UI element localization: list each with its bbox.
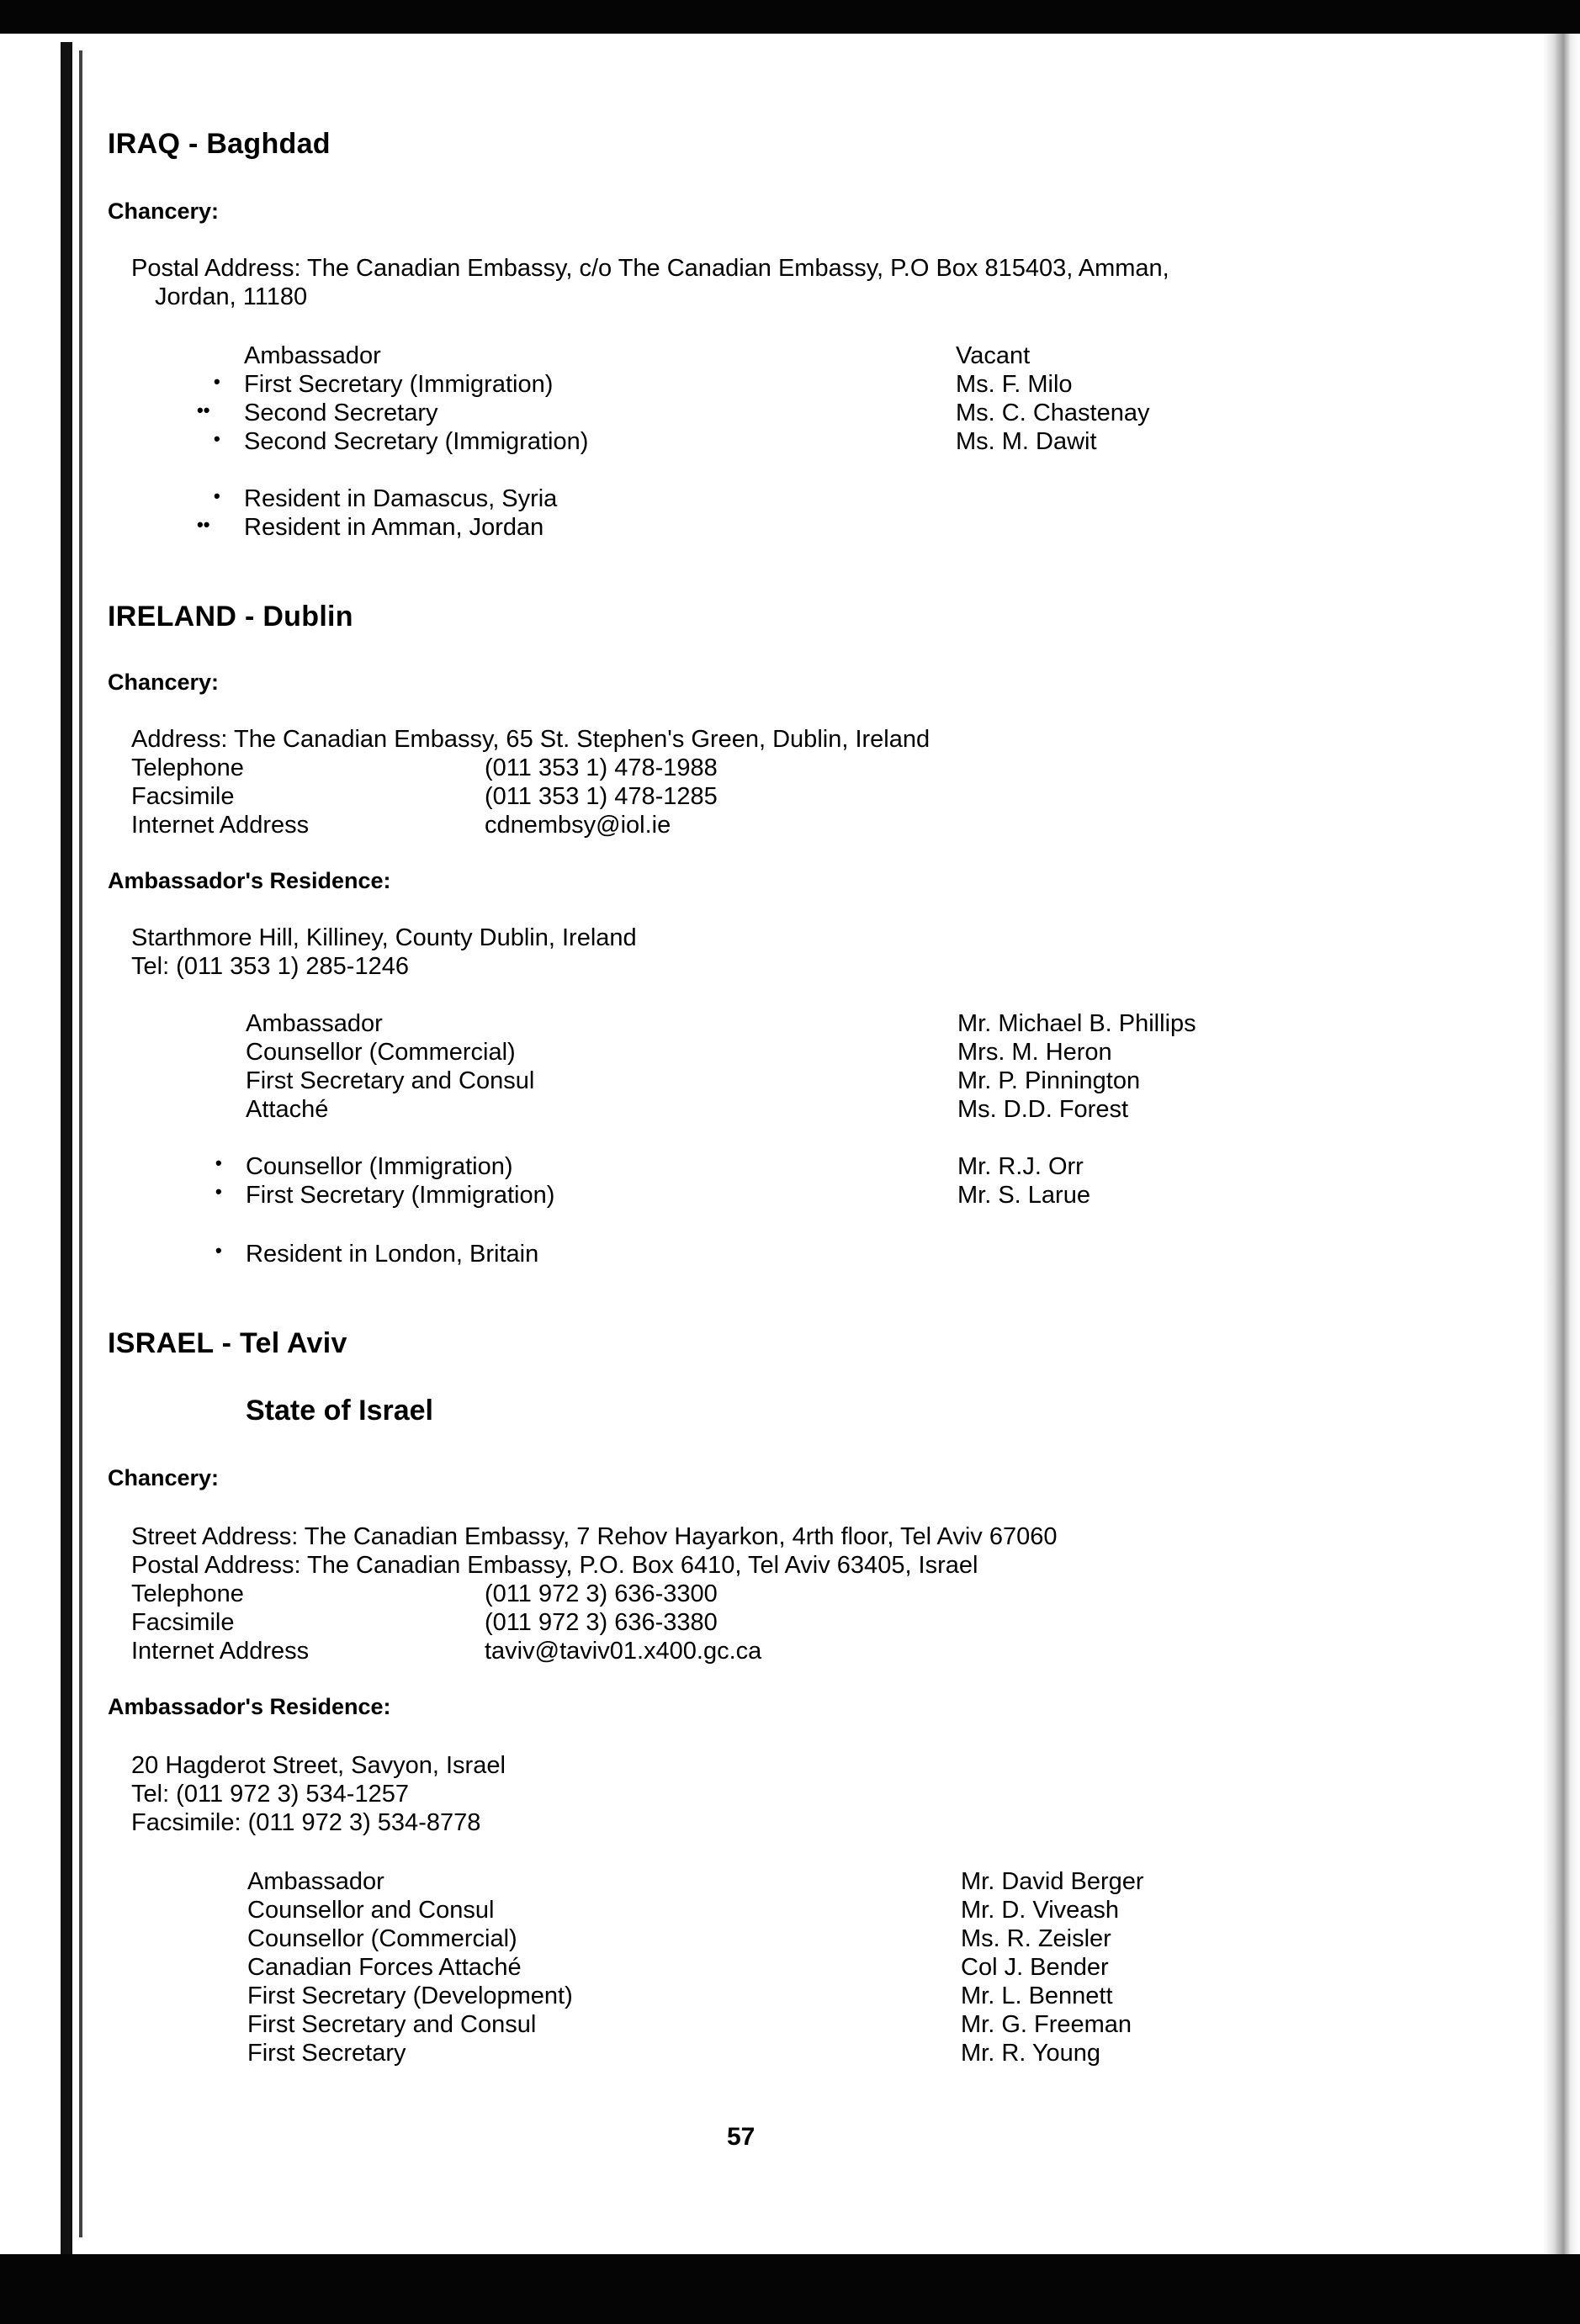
ireland-staff-name-3: Ms. D.D. Forest xyxy=(957,1096,1129,1123)
ireland-staff-title-3: Attaché xyxy=(246,1096,329,1123)
israel-heading: ISRAEL - Tel Aviv xyxy=(108,1327,347,1359)
ireland-staff-name-2: Mr. P. Pinnington xyxy=(957,1067,1141,1094)
ireland-residence-address: Starthmore Hill, Killiney, County Dublin, Ireland xyxy=(131,924,637,951)
israel-residence-address: 20 Hagderot Street, Savyon, Israel xyxy=(131,1752,506,1779)
israel-contact-value-0: (011 972 3) 636-3300 xyxy=(485,1580,718,1607)
iraq-postal-address-line2: Jordan, 11180 xyxy=(155,283,308,310)
ireland-staff2-title-1: First Secretary (Immigration) xyxy=(246,1182,555,1209)
israel-staff-title-4: First Secretary (Development) xyxy=(247,1983,573,2009)
israel-contact-label-2: Internet Address xyxy=(131,1638,310,1665)
iraq-note-1: Resident in Amman, Jordan xyxy=(244,514,544,541)
israel-chancery-label: Chancery: xyxy=(108,1465,220,1490)
iraq-note-marker-1: •• xyxy=(197,514,210,535)
iraq-staff-title-3: Second Secretary (Immigration) xyxy=(244,428,589,455)
iraq-staff-marker-3: • xyxy=(214,428,220,449)
iraq-staff-name-1: Ms. F. Milo xyxy=(956,371,1073,398)
israel-staff-title-6: First Secretary xyxy=(247,2040,406,2067)
iraq-staff-name-2: Ms. C. Chastenay xyxy=(956,400,1150,426)
ireland-chancery-label: Chancery: xyxy=(108,670,220,695)
ireland-staff-title-1: Counsellor (Commercial) xyxy=(246,1039,516,1066)
iraq-postal-address-line1: Postal Address: The Canadian Embassy, c/o The Canadian Embassy, P.O Box 815403, Amman, xyxy=(131,255,1169,282)
ireland-staff-title-2: First Secretary and Consul xyxy=(246,1067,535,1094)
israel-staff-name-0: Mr. David Berger xyxy=(961,1868,1144,1895)
israel-contact-label-0: Telephone xyxy=(131,1580,244,1607)
ireland-contact-value-1: (011 353 1) 478-1285 xyxy=(485,783,718,810)
iraq-staff-name-0: Vacant xyxy=(956,342,1031,369)
iraq-staff-marker-2: •• xyxy=(197,400,210,421)
page-number: 57 xyxy=(727,2123,756,2151)
iraq-staff-marker-1: • xyxy=(214,371,220,392)
ireland-contact-label-2: Internet Address xyxy=(131,812,310,839)
israel-staff-title-1: Counsellor and Consul xyxy=(247,1897,495,1924)
ireland-staff2-marker-0: • xyxy=(215,1152,222,1173)
israel-staff-title-2: Counsellor (Commercial) xyxy=(247,1925,517,1952)
israel-staff-title-5: First Secretary and Consul xyxy=(247,2011,537,2038)
ireland-contact-label-0: Telephone xyxy=(131,754,244,781)
ireland-staff2-name-0: Mr. R.J. Orr xyxy=(957,1153,1084,1180)
israel-subheading: State of Israel xyxy=(246,1395,433,1427)
ireland-staff2-name-1: Mr. S. Larue xyxy=(957,1182,1090,1209)
iraq-staff-title-0: Ambassador xyxy=(244,342,381,369)
israel-residence-label: Ambassador's Residence: xyxy=(108,1694,391,1719)
israel-staff-name-4: Mr. L. Bennett xyxy=(961,1983,1113,2009)
ireland-address: Address: The Canadian Embassy, 65 St. Stephen's Green, Dublin, Ireland xyxy=(131,726,931,753)
israel-contact-value-1: (011 972 3) 636-3380 xyxy=(485,1609,718,1636)
iraq-staff-title-1: First Secretary (Immigration) xyxy=(244,371,554,398)
israel-staff-name-3: Col J. Bender xyxy=(961,1954,1109,1981)
ireland-staff-name-1: Mrs. M. Heron xyxy=(957,1039,1112,1066)
ireland-note: Resident in London, Britain xyxy=(246,1241,539,1268)
israel-staff-name-2: Ms. R. Zeisler xyxy=(961,1925,1111,1952)
iraq-note-0: Resident in Damascus, Syria xyxy=(244,485,558,512)
ireland-staff2-title-0: Counsellor (Immigration) xyxy=(246,1153,513,1180)
iraq-staff-title-2: Second Secretary xyxy=(244,400,438,426)
israel-staff-title-3: Canadian Forces Attaché xyxy=(247,1954,522,1981)
israel-contact-value-2: taviv@taviv01.x400.gc.ca xyxy=(485,1638,762,1665)
iraq-note-marker-0: • xyxy=(214,485,220,506)
iraq-heading: IRAQ - Baghdad xyxy=(108,128,331,160)
ireland-residence-tel: Tel: (011 353 1) 285-1246 xyxy=(131,953,409,980)
iraq-chancery-label: Chancery: xyxy=(108,199,220,224)
ireland-contact-label-1: Facsimile xyxy=(131,783,235,810)
ireland-residence-label: Ambassador's Residence: xyxy=(108,868,391,893)
israel-staff-name-5: Mr. G. Freeman xyxy=(961,2011,1132,2038)
ireland-contact-value-0: (011 353 1) 478-1988 xyxy=(485,754,718,781)
israel-postal-address: Postal Address: The Canadian Embassy, P.O. Box 6410, Tel Aviv 63405, Israel xyxy=(131,1552,978,1579)
israel-staff-name-1: Mr. D. Viveash xyxy=(961,1897,1120,1924)
israel-residence-tel: Tel: (011 972 3) 534-1257 xyxy=(131,1781,409,1808)
israel-street-address: Street Address: The Canadian Embassy, 7 Rehov Hayarkon, 4rth floor, Tel Aviv 67060 xyxy=(131,1523,1058,1550)
ireland-staff2-marker-1: • xyxy=(215,1181,222,1202)
ireland-contact-value-2: cdnembsy@iol.ie xyxy=(485,812,671,839)
israel-contact-label-1: Facsimile xyxy=(131,1609,235,1636)
israel-staff-title-0: Ambassador xyxy=(247,1868,384,1895)
ireland-heading: IRELAND - Dublin xyxy=(108,601,353,633)
ireland-staff-name-0: Mr. Michael B. Phillips xyxy=(957,1010,1196,1037)
israel-residence-fax: Facsimile: (011 972 3) 534-8778 xyxy=(131,1809,481,1836)
ireland-staff-title-0: Ambassador xyxy=(246,1010,383,1037)
israel-staff-name-6: Mr. R. Young xyxy=(961,2040,1101,2067)
iraq-staff-name-3: Ms. M. Dawit xyxy=(956,428,1097,455)
ireland-note-marker: • xyxy=(215,1240,222,1261)
